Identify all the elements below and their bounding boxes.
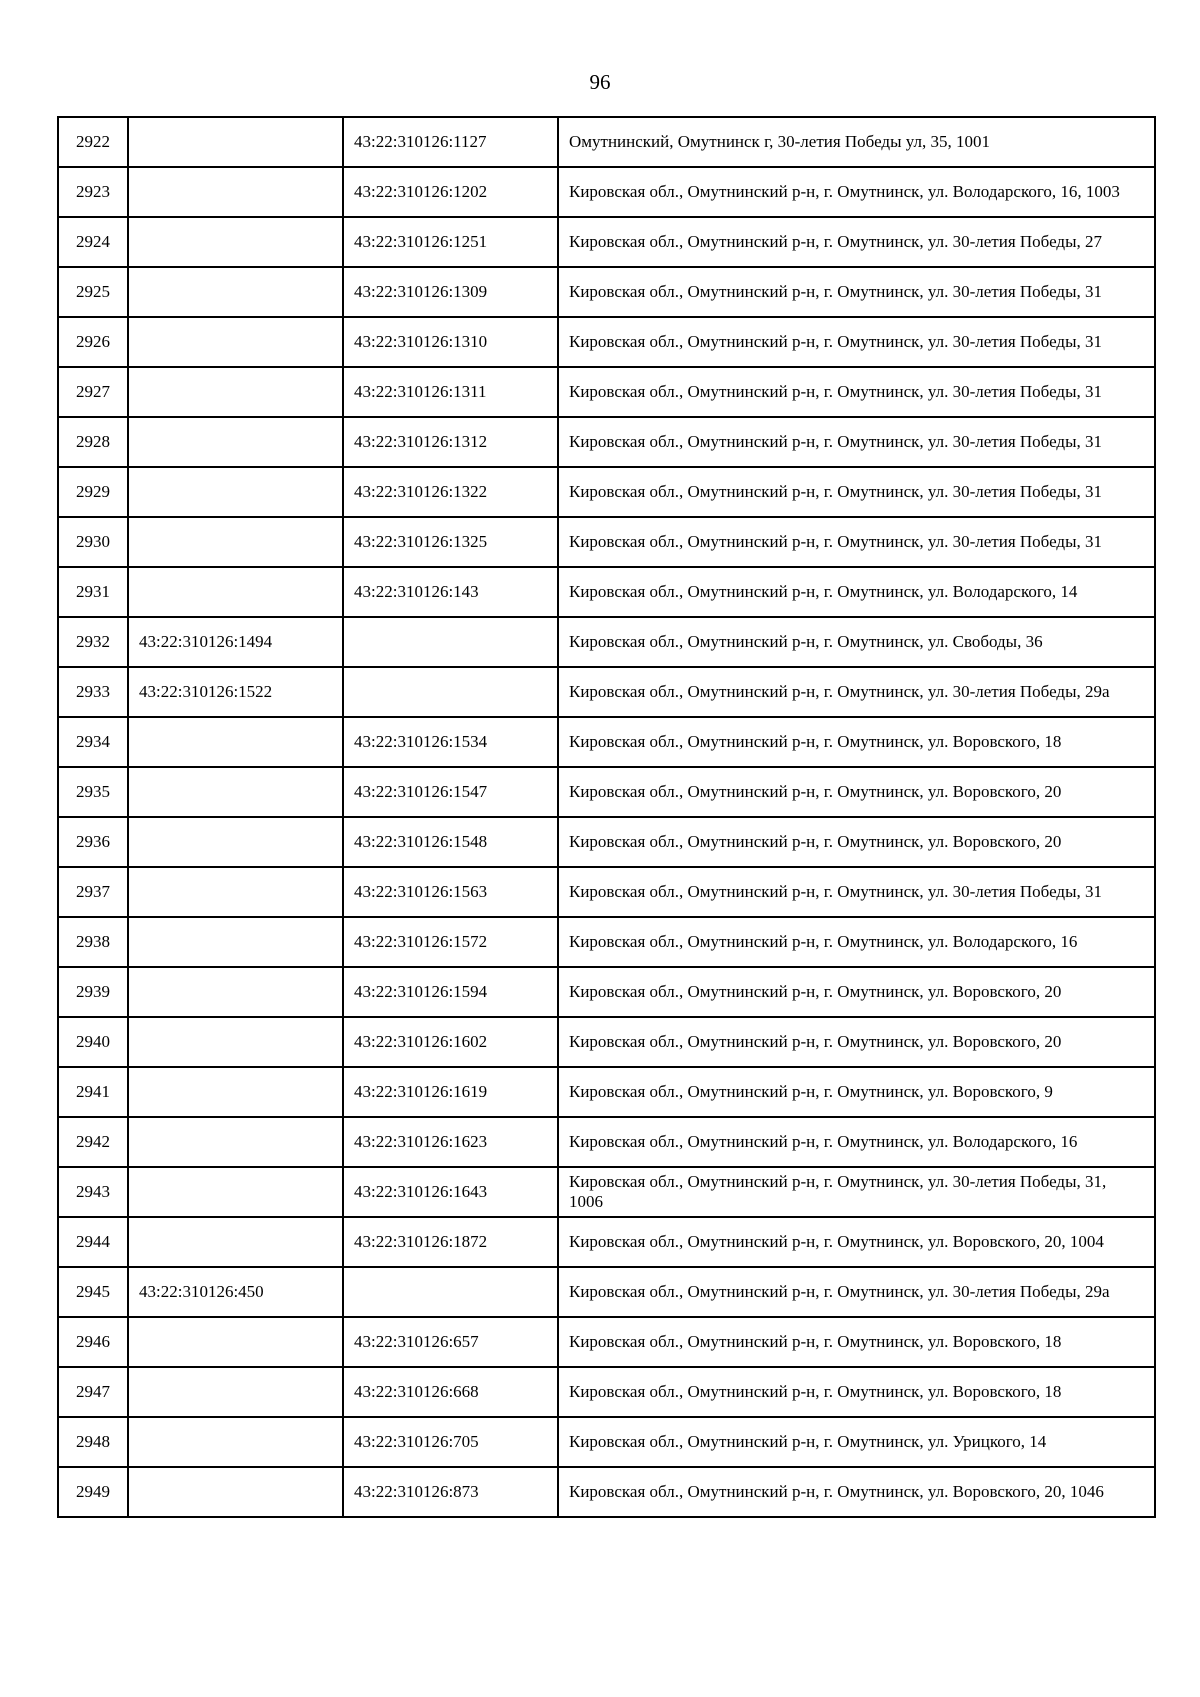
cell-cadastral-number-a bbox=[128, 367, 343, 417]
table-row bbox=[58, 1217, 1155, 1267]
cell-address: Кировская обл., Омутнинский р-н, г. Омутнинск, ул. Воровского, 20 bbox=[558, 767, 1155, 817]
cell-address: Кировская обл., Омутнинский р-н, г. Омутнинск, ул. 30-летия Победы, 29а bbox=[558, 1267, 1155, 1317]
cell-row-number: 2942 bbox=[58, 1117, 128, 1167]
table-row bbox=[58, 1267, 1155, 1317]
cell-cadastral-number-a bbox=[128, 1167, 343, 1217]
cell-cadastral-number-a bbox=[128, 267, 343, 317]
table-row bbox=[58, 317, 1155, 367]
cell-cadastral-number-a bbox=[128, 767, 343, 817]
cell-cadastral-number-a bbox=[128, 1117, 343, 1167]
cell-cadastral-number-a bbox=[128, 1417, 343, 1467]
cell-cadastral-number-a bbox=[128, 967, 343, 1017]
cell-address: Кировская обл., Омутнинский р-н, г. Омутнинск, ул. 30-летия Победы, 31 bbox=[558, 267, 1155, 317]
cell-address: Кировская обл., Омутнинский р-н, г. Омутнинск, ул. 30-летия Победы, 31 bbox=[558, 517, 1155, 567]
cell-cadastral-number-b: 43:22:310126:1619 bbox=[343, 1067, 558, 1117]
table-row bbox=[58, 267, 1155, 317]
cell-row-number: 2943 bbox=[58, 1167, 128, 1217]
cell-address: Кировская обл., Омутнинский р-н, г. Омутнинск, ул. Воровского, 20, 1046 bbox=[558, 1467, 1155, 1517]
cell-cadastral-number-b: 43:22:310126:1563 bbox=[343, 867, 558, 917]
cell-cadastral-number-a bbox=[128, 217, 343, 267]
table-body bbox=[58, 117, 1155, 1517]
cell-address: Кировская обл., Омутнинский р-н, г. Омутнинск, ул. Воровского, 18 bbox=[558, 717, 1155, 767]
cell-cadastral-number-b bbox=[343, 617, 558, 667]
cell-cadastral-number-b: 43:22:310126:1643 bbox=[343, 1167, 558, 1217]
cell-address: Кировская обл., Омутнинский р-н, г. Омутнинск, ул. Урицкого, 14 bbox=[558, 1417, 1155, 1467]
cell-cadastral-number-b: 43:22:310126:1572 bbox=[343, 917, 558, 967]
cell-address: Кировская обл., Омутнинский р-н, г. Омутнинск, ул. 30-летия Победы, 31 bbox=[558, 417, 1155, 467]
table-row bbox=[58, 117, 1155, 167]
cell-cadastral-number-b: 43:22:310126:1872 bbox=[343, 1217, 558, 1267]
cell-address: Кировская обл., Омутнинский р-н, г. Омутнинск, ул. 30-летия Победы, 29а bbox=[558, 667, 1155, 717]
cell-address: Кировская обл., Омутнинский р-н, г. Омутнинск, ул. Воровского, 9 bbox=[558, 1067, 1155, 1117]
table-row bbox=[58, 1067, 1155, 1117]
cell-address: Кировская обл., Омутнинский р-н, г. Омутнинск, ул. Свободы, 36 bbox=[558, 617, 1155, 667]
cell-address: Кировская обл., Омутнинский р-н, г. Омутнинск, ул. Володарского, 16, 1003 bbox=[558, 167, 1155, 217]
cell-cadastral-number-a bbox=[128, 1217, 343, 1267]
cell-cadastral-number-a bbox=[128, 167, 343, 217]
cell-address: Кировская обл., Омутнинский р-н, г. Омутнинск, ул. Воровского, 20 bbox=[558, 817, 1155, 867]
cell-address: Кировская обл., Омутнинский р-н, г. Омутнинск, ул. Воровского, 20 bbox=[558, 967, 1155, 1017]
cell-cadastral-number-a bbox=[128, 517, 343, 567]
cell-cadastral-number-a: 43:22:310126:450 bbox=[128, 1267, 343, 1317]
page-number: 96 bbox=[589, 70, 611, 94]
cell-row-number: 2928 bbox=[58, 417, 128, 467]
cell-cadastral-number-a bbox=[128, 717, 343, 767]
cell-row-number: 2933 bbox=[58, 667, 128, 717]
cell-cadastral-number-a bbox=[128, 1317, 343, 1367]
table-row bbox=[58, 867, 1155, 917]
cell-cadastral-number-b: 43:22:310126:1602 bbox=[343, 1017, 558, 1067]
cell-address: Кировская обл., Омутнинский р-н, г. Омутнинск, ул. Володарского, 16 bbox=[558, 917, 1155, 967]
cell-row-number: 2946 bbox=[58, 1317, 128, 1367]
table-row bbox=[58, 1117, 1155, 1167]
cell-row-number: 2935 bbox=[58, 767, 128, 817]
cell-row-number: 2940 bbox=[58, 1017, 128, 1067]
table-row bbox=[58, 617, 1155, 667]
cell-row-number: 2947 bbox=[58, 1367, 128, 1417]
cell-cadastral-number-b: 43:22:310126:1312 bbox=[343, 417, 558, 467]
cell-cadastral-number-b: 43:22:310126:1325 bbox=[343, 517, 558, 567]
cell-cadastral-number-b: 43:22:310126:1251 bbox=[343, 217, 558, 267]
cell-address: Кировская обл., Омутнинский р-н, г. Омутнинск, ул. 30-летия Победы, 31, 1006 bbox=[558, 1167, 1155, 1217]
cell-cadastral-number-b: 43:22:310126:1309 bbox=[343, 267, 558, 317]
cell-cadastral-number-a bbox=[128, 567, 343, 617]
cadastral-table bbox=[57, 116, 1156, 1518]
cell-row-number: 2944 bbox=[58, 1217, 128, 1267]
cell-cadastral-number-b bbox=[343, 667, 558, 717]
cell-cadastral-number-b: 43:22:310126:143 bbox=[343, 567, 558, 617]
cell-cadastral-number-a bbox=[128, 317, 343, 367]
cell-address: Омутнинский, Омутнинск г, 30-летия Победы ул, 35, 1001 bbox=[558, 117, 1155, 167]
cell-row-number: 2949 bbox=[58, 1467, 128, 1517]
cell-cadastral-number-b: 43:22:310126:1311 bbox=[343, 367, 558, 417]
cell-row-number: 2927 bbox=[58, 367, 128, 417]
cell-cadastral-number-a bbox=[128, 817, 343, 867]
cell-cadastral-number-b: 43:22:310126:1594 bbox=[343, 967, 558, 1017]
cell-row-number: 2924 bbox=[58, 217, 128, 267]
table-row bbox=[58, 417, 1155, 467]
table-row bbox=[58, 217, 1155, 267]
cell-address: Кировская обл., Омутнинский р-н, г. Омутнинск, ул. 30-летия Победы, 31 bbox=[558, 367, 1155, 417]
cell-cadastral-number-b: 43:22:310126:1547 bbox=[343, 767, 558, 817]
cell-cadastral-number-b: 43:22:310126:657 bbox=[343, 1317, 558, 1367]
cell-cadastral-number-b: 43:22:310126:1202 bbox=[343, 167, 558, 217]
cell-row-number: 2923 bbox=[58, 167, 128, 217]
table-row bbox=[58, 917, 1155, 967]
cell-cadastral-number-a bbox=[128, 1067, 343, 1117]
cell-row-number: 2929 bbox=[58, 467, 128, 517]
cell-row-number: 2922 bbox=[58, 117, 128, 167]
cell-address: Кировская обл., Омутнинский р-н, г. Омутнинск, ул. 30-летия Победы, 31 bbox=[558, 317, 1155, 367]
table-row bbox=[58, 967, 1155, 1017]
cell-cadastral-number-b: 43:22:310126:1534 bbox=[343, 717, 558, 767]
cell-cadastral-number-a bbox=[128, 1467, 343, 1517]
cell-cadastral-number-a bbox=[128, 467, 343, 517]
cell-row-number: 2930 bbox=[58, 517, 128, 567]
cell-row-number: 2941 bbox=[58, 1067, 128, 1117]
cell-cadastral-number-b: 43:22:310126:1623 bbox=[343, 1117, 558, 1167]
cell-cadastral-number-b: 43:22:310126:1548 bbox=[343, 817, 558, 867]
cell-address: Кировская обл., Омутнинский р-н, г. Омутнинск, ул. Воровского, 20, 1004 bbox=[558, 1217, 1155, 1267]
cell-row-number: 2939 bbox=[58, 967, 128, 1017]
table-row bbox=[58, 1017, 1155, 1067]
cell-cadastral-number-a bbox=[128, 1017, 343, 1067]
cell-cadastral-number-a bbox=[128, 867, 343, 917]
table-row bbox=[58, 1467, 1155, 1517]
table-row bbox=[58, 767, 1155, 817]
cell-cadastral-number-a: 43:22:310126:1494 bbox=[128, 617, 343, 667]
cell-row-number: 2937 bbox=[58, 867, 128, 917]
table-row bbox=[58, 1167, 1155, 1217]
table-row bbox=[58, 517, 1155, 567]
cell-address: Кировская обл., Омутнинский р-н, г. Омутнинск, ул. Володарского, 16 bbox=[558, 1117, 1155, 1167]
table-row bbox=[58, 467, 1155, 517]
cell-cadastral-number-b: 43:22:310126:1127 bbox=[343, 117, 558, 167]
cell-address: Кировская обл., Омутнинский р-н, г. Омутнинск, ул. Воровского, 20 bbox=[558, 1017, 1155, 1067]
cell-row-number: 2938 bbox=[58, 917, 128, 967]
cell-cadastral-number-b: 43:22:310126:1322 bbox=[343, 467, 558, 517]
cell-cadastral-number-b: 43:22:310126:873 bbox=[343, 1467, 558, 1517]
cell-cadastral-number-b: 43:22:310126:1310 bbox=[343, 317, 558, 367]
cell-cadastral-number-a bbox=[128, 117, 343, 167]
table-row bbox=[58, 1417, 1155, 1467]
cell-address: Кировская обл., Омутнинский р-н, г. Омутнинск, ул. Володарского, 14 bbox=[558, 567, 1155, 617]
cell-cadastral-number-b bbox=[343, 1267, 558, 1317]
table-row bbox=[58, 667, 1155, 717]
cell-row-number: 2948 bbox=[58, 1417, 128, 1467]
table-row bbox=[58, 367, 1155, 417]
table-row bbox=[58, 567, 1155, 617]
cell-address: Кировская обл., Омутнинский р-н, г. Омутнинск, ул. Воровского, 18 bbox=[558, 1317, 1155, 1367]
cell-cadastral-number-a: 43:22:310126:1522 bbox=[128, 667, 343, 717]
cell-cadastral-number-b: 43:22:310126:668 bbox=[343, 1367, 558, 1417]
cell-address: Кировская обл., Омутнинский р-н, г. Омутнинск, ул. 30-летия Победы, 31 bbox=[558, 867, 1155, 917]
cell-row-number: 2931 bbox=[58, 567, 128, 617]
cell-row-number: 2936 bbox=[58, 817, 128, 867]
table-row bbox=[58, 1367, 1155, 1417]
cell-row-number: 2925 bbox=[58, 267, 128, 317]
cell-row-number: 2932 bbox=[58, 617, 128, 667]
table-row bbox=[58, 717, 1155, 767]
cell-address: Кировская обл., Омутнинский р-н, г. Омутнинск, ул. Воровского, 18 bbox=[558, 1367, 1155, 1417]
cell-cadastral-number-a bbox=[128, 917, 343, 967]
cell-row-number: 2945 bbox=[58, 1267, 128, 1317]
cell-address: Кировская обл., Омутнинский р-н, г. Омутнинск, ул. 30-летия Победы, 31 bbox=[558, 467, 1155, 517]
table-row bbox=[58, 817, 1155, 867]
cell-row-number: 2926 bbox=[58, 317, 128, 367]
cell-row-number: 2934 bbox=[58, 717, 128, 767]
cell-cadastral-number-a bbox=[128, 1367, 343, 1417]
cell-address: Кировская обл., Омутнинский р-н, г. Омутнинск, ул. 30-летия Победы, 27 bbox=[558, 217, 1155, 267]
cell-cadastral-number-a bbox=[128, 417, 343, 467]
table-row bbox=[58, 167, 1155, 217]
cell-cadastral-number-b: 43:22:310126:705 bbox=[343, 1417, 558, 1467]
table-row bbox=[58, 1317, 1155, 1367]
